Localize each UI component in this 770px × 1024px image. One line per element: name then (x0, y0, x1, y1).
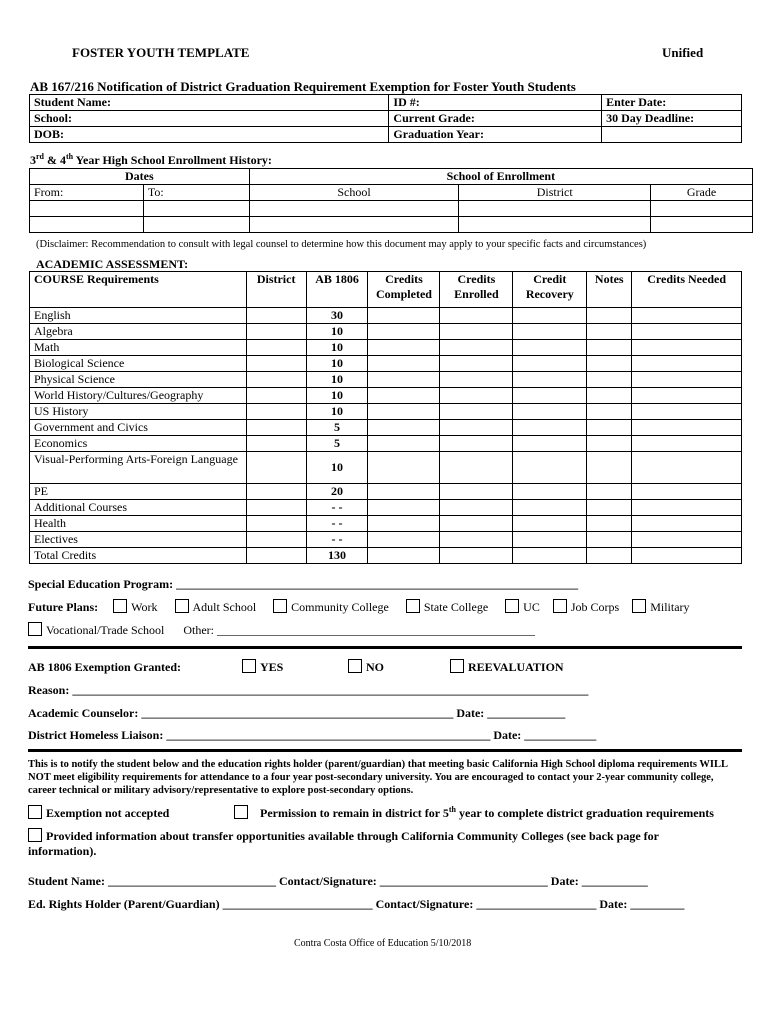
enrollment-cell[interactable] (143, 217, 249, 233)
assessment-cell[interactable] (440, 308, 513, 324)
assessment-cell[interactable] (440, 356, 513, 372)
district-header: District (459, 185, 651, 201)
checkbox-icon[interactable] (175, 599, 189, 613)
assessment-cell[interactable] (587, 372, 632, 388)
course-name: Economics (30, 436, 247, 452)
reason-line[interactable]: Reason: ______________________________________________________________________________________ (28, 683, 589, 697)
course-row (30, 516, 742, 532)
counselor-line[interactable]: Academic Counselor: ____________________________________________________ Date: _____________ (28, 706, 566, 720)
enter-date-field[interactable]: Enter Date: (602, 95, 742, 111)
assessment-cell[interactable] (440, 388, 513, 404)
plan-work[interactable]: Work (113, 600, 157, 614)
enrollment-history-title: 3rd & 4th Year High School Enrollment History: (30, 152, 272, 167)
permission-fifth-year[interactable]: Permission to remain in district for 5th year to complete district graduation requirements (234, 805, 714, 821)
id-field[interactable]: ID #: (389, 95, 602, 111)
student-info-table (29, 94, 742, 143)
assessment-cell[interactable] (513, 452, 587, 484)
assessment-cell[interactable] (632, 356, 742, 372)
ab1806-credits: 30 (306, 308, 368, 324)
assessment-cell[interactable] (440, 484, 513, 500)
assessment-cell[interactable] (440, 372, 513, 388)
assessment-cell[interactable] (440, 324, 513, 340)
plan-job-corps[interactable]: Job Corps (553, 600, 619, 614)
district-cell[interactable] (246, 324, 306, 340)
course-name: Government and Civics (30, 420, 247, 436)
course-row (30, 404, 742, 420)
template-title: FOSTER YOUTH TEMPLATE (72, 45, 250, 60)
assessment-cell[interactable] (587, 532, 632, 548)
course-row (30, 420, 742, 436)
checkbox-icon[interactable] (553, 599, 567, 613)
assessment-cell[interactable] (632, 340, 742, 356)
course-name: US History (30, 404, 247, 420)
assessment-cell[interactable] (587, 308, 632, 324)
course-row (30, 356, 742, 372)
course-row (30, 436, 742, 452)
checkbox-icon[interactable] (242, 659, 256, 673)
footer: Contra Costa Office of Education 5/10/2018 (294, 938, 472, 949)
course-name: Electives (30, 532, 247, 548)
enrollment-cell[interactable] (249, 217, 459, 233)
district-cell[interactable] (246, 548, 306, 564)
school-of-enrollment-header: School of Enrollment (249, 169, 752, 185)
assessment-cell[interactable] (513, 548, 587, 564)
assessment-cell[interactable] (632, 484, 742, 500)
checkbox-icon[interactable] (406, 599, 420, 613)
ab1806-credits: 10 (306, 388, 368, 404)
assessment-cell[interactable] (513, 500, 587, 516)
assessment-cell[interactable] (632, 548, 742, 564)
assessment-cell[interactable] (368, 420, 440, 436)
district-cell[interactable] (246, 532, 306, 548)
assessment-cell[interactable] (587, 484, 632, 500)
checkbox-icon[interactable] (505, 599, 519, 613)
rights-holder-signature-line[interactable]: Ed. Rights Holder (Parent/Guardian) _________________________ Contact/Signature: ____________________ Date: _________ (28, 897, 685, 911)
assessment-cell[interactable] (513, 420, 587, 436)
assessment-cell[interactable] (440, 436, 513, 452)
assessment-cell[interactable] (368, 324, 440, 340)
district-cell[interactable] (246, 308, 306, 324)
assessment-cell[interactable] (587, 420, 632, 436)
course-row (30, 340, 742, 356)
ab1806-credits: 5 (306, 436, 368, 452)
notes-header: Notes (587, 272, 632, 308)
district-cell[interactable] (246, 356, 306, 372)
assessment-cell[interactable] (632, 532, 742, 548)
assessment-cell[interactable] (587, 452, 632, 484)
exemption-reevaluation[interactable]: REEVALUATION (450, 659, 564, 675)
assessment-cell[interactable] (368, 372, 440, 388)
school-header: School (249, 185, 459, 201)
assessment-cell[interactable] (368, 340, 440, 356)
plan-uc[interactable]: UC (505, 600, 540, 614)
assessment-cell[interactable] (368, 500, 440, 516)
enrollment-cell[interactable] (459, 201, 651, 217)
special-ed-line[interactable]: Special Education Program: ___________________________________________________________________ (28, 577, 579, 591)
course-requirements-header: COURSE Requirements (30, 272, 247, 308)
assessment-cell[interactable] (368, 356, 440, 372)
district-cell[interactable] (246, 484, 306, 500)
course-row (30, 388, 742, 404)
district-cell[interactable] (246, 452, 306, 484)
ab1806-credits: 20 (306, 484, 368, 500)
provided-info[interactable]: Provided information about transfer opportunities available through California Community Colleges (see back page for information). (28, 829, 659, 858)
ab1806-credits: 10 (306, 324, 368, 340)
assessment-cell[interactable] (440, 500, 513, 516)
checkbox-icon[interactable] (28, 622, 42, 636)
exemption-yes[interactable]: YES (242, 659, 283, 675)
assessment-cell[interactable] (513, 436, 587, 452)
assessment-cell[interactable] (440, 548, 513, 564)
empty-cell (602, 127, 742, 143)
credit-recovery-header: Credit Recovery (513, 272, 587, 308)
assessment-cell[interactable] (368, 436, 440, 452)
liaison-line[interactable]: District Homeless Liaison: ______________________________________________________ Date: ____________ (28, 728, 597, 742)
assessment-cell[interactable] (632, 404, 742, 420)
course-name: Health (30, 516, 247, 532)
assessment-cell[interactable] (632, 436, 742, 452)
assessment-cell[interactable] (368, 404, 440, 420)
notice-paragraph: This is to notify the student below and the education rights holder (parent/guardian) that meeting basic California High School diploma requirements WILL NOT meet eligibility requirements for attendance to a four year post-secondary university. You are encouraged to contact your 2-year community college, career technical or military advisory/representative to explore post-secondary options. (28, 759, 728, 796)
checkbox-icon[interactable] (450, 659, 464, 673)
assessment-cell[interactable] (632, 372, 742, 388)
assessment-cell[interactable] (368, 484, 440, 500)
dob-field[interactable]: DOB: (30, 127, 389, 143)
ab1806-credits: 130 (306, 548, 368, 564)
assessment-cell[interactable] (632, 308, 742, 324)
checkbox-icon[interactable] (28, 805, 42, 819)
district-cell[interactable] (246, 436, 306, 452)
district-cell[interactable] (246, 516, 306, 532)
credits-needed-header: Credits Needed (632, 272, 742, 308)
current-grade-field[interactable]: Current Grade: (389, 111, 602, 127)
checkbox-icon[interactable] (273, 599, 287, 613)
ab1806-credits: 5 (306, 420, 368, 436)
assessment-cell[interactable] (513, 372, 587, 388)
enrollment-cell[interactable] (651, 201, 753, 217)
assessment-cell[interactable] (587, 324, 632, 340)
exemption-no[interactable]: NO (348, 659, 384, 675)
course-name: Math (30, 340, 247, 356)
assessment-cell[interactable] (587, 404, 632, 420)
future-plans-row-2 (28, 622, 535, 638)
district-cell[interactable] (246, 404, 306, 420)
assessment-cell[interactable] (587, 500, 632, 516)
checkbox-icon[interactable] (348, 659, 362, 673)
ab1806-col-header: AB 1806 (306, 272, 368, 308)
ab1806-credits: - - (306, 532, 368, 548)
assessment-cell[interactable] (587, 340, 632, 356)
course-row (30, 548, 742, 564)
course-row (30, 484, 742, 500)
assessment-cell[interactable] (368, 532, 440, 548)
course-row (30, 308, 742, 324)
assessment-cell[interactable] (587, 548, 632, 564)
assessment-cell[interactable] (632, 420, 742, 436)
enrollment-cell[interactable] (459, 217, 651, 233)
student-signature-line[interactable]: Student Name: ____________________________ Contact/Signature: ____________________________ Date: ___________ (28, 874, 648, 888)
course-name: Visual-Performing Arts-Foreign Language (30, 452, 247, 484)
credits-completed-header: Credits Completed (368, 272, 440, 308)
course-name: World History/Cultures/Geography (30, 388, 247, 404)
student-name-field[interactable]: Student Name: (30, 95, 389, 111)
course-row (30, 324, 742, 340)
assessment-cell[interactable] (440, 452, 513, 484)
assessment-cell[interactable] (587, 516, 632, 532)
assessment-cell[interactable] (368, 308, 440, 324)
district-cell[interactable] (246, 420, 306, 436)
course-name: Biological Science (30, 356, 247, 372)
assessment-cell[interactable] (440, 532, 513, 548)
district-col-header: District (246, 272, 306, 308)
district-cell[interactable] (246, 340, 306, 356)
exemption-label: AB 1806 Exemption Granted: (28, 660, 181, 674)
plan-vocational[interactable]: Vocational/Trade School (28, 623, 164, 637)
course-row (30, 532, 742, 548)
course-name: PE (30, 484, 247, 500)
course-name: Physical Science (30, 372, 247, 388)
assessment-title: ACADEMIC ASSESSMENT: (36, 257, 189, 271)
disclaimer: (Disclaimer: Recommendation to consult with legal counsel to determine how this document may apply to your specific facts and circumstances) (36, 239, 647, 250)
ab1806-credits: 10 (306, 404, 368, 420)
ab1806-credits: - - (306, 500, 368, 516)
grade-header: Grade (651, 185, 753, 201)
assessment-cell[interactable] (440, 340, 513, 356)
assessment-cell[interactable] (513, 324, 587, 340)
to-header: To: (143, 185, 249, 201)
course-name: Algebra (30, 324, 247, 340)
assessment-cell[interactable] (368, 388, 440, 404)
deadline-field[interactable]: 30 Day Deadline: (602, 111, 742, 127)
assessment-cell[interactable] (513, 404, 587, 420)
assessment-cell[interactable] (368, 516, 440, 532)
graduation-year-field[interactable]: Graduation Year: (389, 127, 602, 143)
exemption-not-accepted[interactable]: Exemption not accepted (28, 805, 169, 821)
future-plans-row (28, 599, 690, 615)
credits-enrolled-header: Credits Enrolled (440, 272, 513, 308)
assessment-cell[interactable] (513, 388, 587, 404)
course-name: English (30, 308, 247, 324)
enrollment-cell[interactable] (651, 217, 753, 233)
assessment-cell[interactable] (632, 500, 742, 516)
assessment-cell[interactable] (440, 516, 513, 532)
divider (28, 749, 742, 752)
assessment-cell[interactable] (368, 452, 440, 484)
dates-header: Dates (30, 169, 250, 185)
course-row (30, 500, 742, 516)
ab1806-credits: 10 (306, 356, 368, 372)
assessment-cell[interactable] (632, 324, 742, 340)
checkbox-icon[interactable] (113, 599, 127, 613)
checkbox-icon[interactable] (632, 599, 646, 613)
future-plans-label: Future Plans: (28, 600, 99, 614)
assessment-cell[interactable] (513, 308, 587, 324)
district-cell[interactable] (246, 388, 306, 404)
enrollment-cell[interactable] (143, 201, 249, 217)
assessment-cell[interactable] (587, 356, 632, 372)
plan-other-line[interactable]: Other: _____________________________________________________ (183, 623, 535, 637)
ab1806-credits: 10 (306, 452, 368, 484)
assessment-table (29, 271, 742, 564)
plan-state-college[interactable]: State College (406, 600, 488, 614)
school-field[interactable]: School: (30, 111, 389, 127)
course-row (30, 372, 742, 388)
checkbox-icon[interactable] (234, 805, 248, 819)
plan-community-college[interactable]: Community College (273, 600, 389, 614)
assessment-cell[interactable] (440, 420, 513, 436)
assessment-cell[interactable] (440, 404, 513, 420)
course-name: Additional Courses (30, 500, 247, 516)
assessment-cell[interactable] (368, 548, 440, 564)
district-cell[interactable] (246, 500, 306, 516)
district-cell[interactable] (246, 372, 306, 388)
notice-title: AB 167/216 Notification of District Graduation Requirement Exemption for Foster Youth Students (30, 79, 576, 94)
ab1806-credits: - - (306, 516, 368, 532)
course-name: Total Credits (30, 548, 247, 564)
district-name: Unified (662, 45, 704, 60)
plan-military[interactable]: Military (632, 600, 689, 614)
enrollment-cell[interactable] (30, 201, 144, 217)
enrollment-cell[interactable] (30, 217, 144, 233)
assessment-cell[interactable] (632, 516, 742, 532)
assessment-cell[interactable] (513, 356, 587, 372)
ab1806-credits: 10 (306, 340, 368, 356)
assessment-cell[interactable] (632, 452, 742, 484)
assessment-cell[interactable] (513, 484, 587, 500)
plan-adult-school[interactable]: Adult School (175, 600, 257, 614)
checkbox-icon[interactable] (28, 828, 42, 842)
divider (28, 646, 742, 649)
from-header: From: (30, 185, 144, 201)
assessment-cell[interactable] (513, 340, 587, 356)
enrollment-table (29, 168, 753, 233)
ab1806-credits: 10 (306, 372, 368, 388)
course-row (30, 452, 742, 484)
assessment-cell[interactable] (513, 516, 587, 532)
assessment-cell[interactable] (587, 388, 632, 404)
enrollment-cell[interactable] (249, 201, 459, 217)
assessment-cell[interactable] (587, 436, 632, 452)
assessment-cell[interactable] (513, 532, 587, 548)
assessment-cell[interactable] (632, 388, 742, 404)
